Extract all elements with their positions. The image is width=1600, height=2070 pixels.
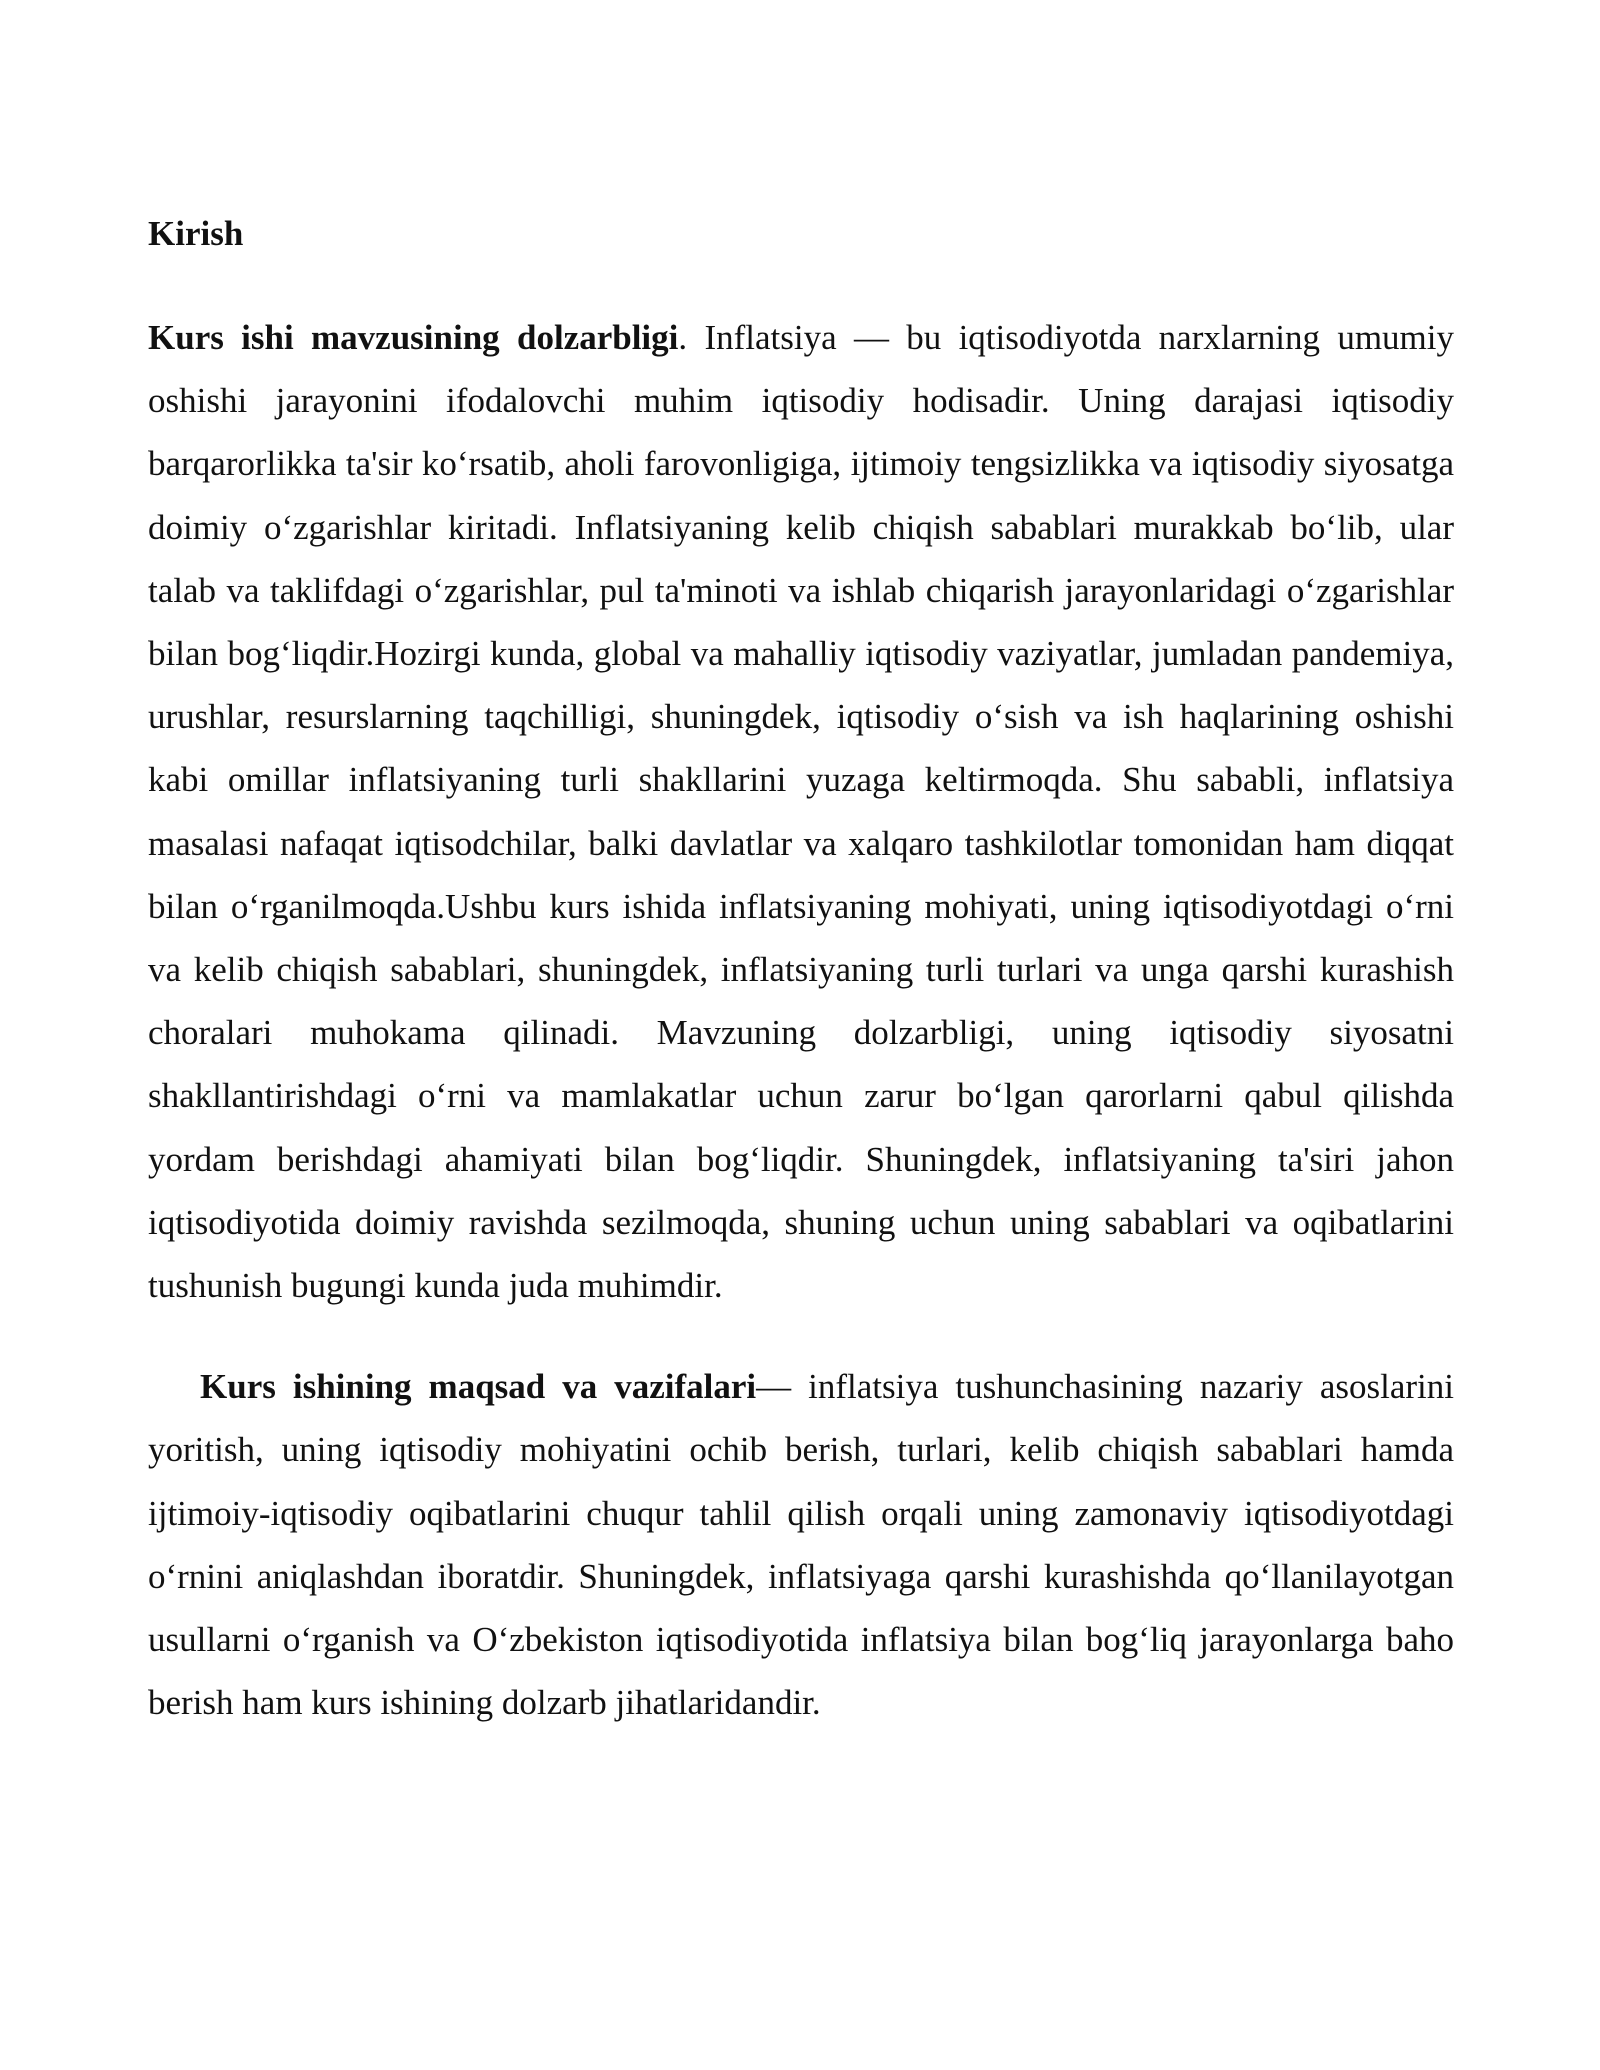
paragraph-relevance — [148, 306, 1454, 1317]
section-heading: Kirish — [148, 214, 244, 253]
document-page — [148, 210, 1454, 1734]
paragraph-goals — [148, 1355, 1454, 1734]
paragraph-body: — inflatsiya tushunchasining nazariy asoslarini yoritish, uning iqtisodiy mohiyatini ochib berish, turlari, kelib chiqish sabablari hamda ijtimoiy-iqtisodiy oqibatlarini chuqur tahlil qilish orqali uning zamonaviy iqtisodiyotdagi oʻrnini aniqlashdan iboratdir. Shuningdek, inflatsiyaga qarshi kurashishda qoʻllanilayotgan usullarni oʻrganish va Oʻzbekiston iqtisodiyotida inflatsiya bilan bogʻliq jarayonlarga baho berish ham kurs ishining dolzarb jihatlaridandir. — [148, 1367, 1454, 1723]
paragraph-body: . Inflatsiya — bu iqtisodiyotda narxlarning umumiy oshishi jarayonini ifodalovchi muhim iqtisodiy hodisadir. Uning darajasi iqtisodiy barqarorlikka ta'sir koʻrsatib, aholi farovonligiga, ijtimoiy tengsizlikka va iqtisodiy siyosatga doimiy oʻzgarishlar kiritadi. Inflatsiyaning kelib chiqish sabablari murakkab boʻlib, ular talab va taklifdagi oʻzgarishlar, pul ta'minoti va ishlab chiqarish jarayonlaridagi oʻzgarishlar bilan bogʻliqdir.Hozirgi kunda, global va mahalliy iqtisodiy vaziyatlar, jumladan pandemiya, urushlar, resurslarning taqchilligi, shuningdek, iqtisodiy oʻsish va ish haqlarining oshishi kabi omillar inflatsiyaning turli shakllarini yuzaga keltirmoqda. Shu sababli, inflatsiya masalasi nafaqat iqtisodchilar, balki davlatlar va xalqaro tashkilotlar tomonidan ham diqqat bilan oʻrganilmoqda.Ushbu kurs ishida inflatsiyaning mohiyati, uning iqtisodiyotdagi oʻrni va kelib chiqish sabablari, shuningdek, inflatsiyaning turli turlari va unga qarshi kurashish choralari muhokama qilinadi. Mavzuning dolzarbligi, uning iqtisodiy siyosatni shakllantirishdagi oʻrni va mamlakatlar uchun zarur boʻlgan qarorlarni qabul qilishda yordam berishdagi ahamiyati bilan bogʻliqdir. Shuningdek, inflatsiyaning ta'siri jahon iqtisodiyotida doimiy ravishda sezilmoqda, shuning uchun uning sabablari va oqibatlarini tushunish bugungi kunda juda muhimdir. — [148, 318, 1454, 1306]
paragraph-lead: Kurs ishi mavzusining dolzarbligi — [148, 318, 679, 357]
paragraph-lead: Kurs ishining maqsad va vazifalari — [200, 1367, 757, 1407]
